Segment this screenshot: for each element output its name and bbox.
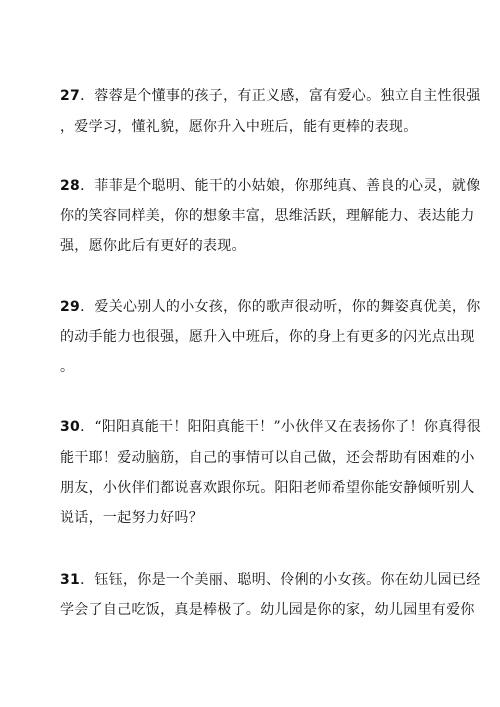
line-text: ．钰钰，你是一个美丽、聪明、伶俐的小女孩。你在幼儿园已经 (80, 572, 481, 588)
paragraph-number: 31 (60, 572, 81, 588)
line-text: ．“阳阳真能干！阳阳真能干！”小伙伴又在表扬你了！你真得很 (80, 419, 482, 435)
paragraph-number: 28 (60, 178, 81, 194)
paragraph-line (60, 478, 475, 498)
paragraph-number: 30 (60, 419, 81, 435)
line-text: ．菲菲是个聪明、能干的小姑娘，你那纯真、善良的心灵，就像 (80, 178, 481, 194)
line-text: ．爱关心别人的小女孩，你的歌声很动听，你的舞姿真优美，你 (80, 299, 481, 315)
paragraph-line (60, 206, 475, 226)
paragraph-line (60, 86, 481, 106)
paragraph-line (60, 417, 482, 437)
line-text: 的动手能力也很强，愿升入中班后，你的身上有更多的闪光点出现 (60, 329, 475, 345)
line-text: 朋友，小伙伴们都说喜欢跟你玩。阳阳老师希望你能安静倾听别人 (60, 480, 475, 496)
paragraph-line (60, 297, 481, 317)
paragraph-line (60, 176, 481, 196)
line-text: 说话，一起努力好吗？ (60, 510, 203, 526)
paragraph-number: 27 (60, 88, 81, 104)
paragraph-line (60, 448, 475, 468)
line-text: 。 (60, 359, 75, 375)
line-text: ，爱学习，懂礼貌，愿你升入中班后，能有更棒的表现。 (60, 119, 418, 135)
line-text: 强，愿你此后有更好的表现。 (60, 238, 246, 254)
paragraph-line (60, 117, 460, 137)
paragraph-line (60, 570, 481, 590)
line-text: 你的笑容同样美，你的想象丰富，思维活跃，理解能力、表达能力 (60, 208, 475, 224)
line-text: 学会了自己吃饭，真是棒极了。幼儿园是你的家，幼儿园里有爱你 (60, 602, 475, 618)
paragraph-line (60, 508, 460, 528)
paragraph-line (60, 327, 475, 347)
paragraph-number: 29 (60, 299, 81, 315)
paragraph-line (60, 357, 460, 377)
line-text: 能干耶！爱动脑筋，自己的事情可以自己做，还会帮助有困难的小 (60, 450, 475, 466)
paragraph-line (60, 236, 460, 256)
line-text: ．蓉蓉是个懂事的孩子，有正义感，富有爱心。独立自主性很强 (80, 88, 481, 104)
paragraph-line (60, 600, 475, 620)
